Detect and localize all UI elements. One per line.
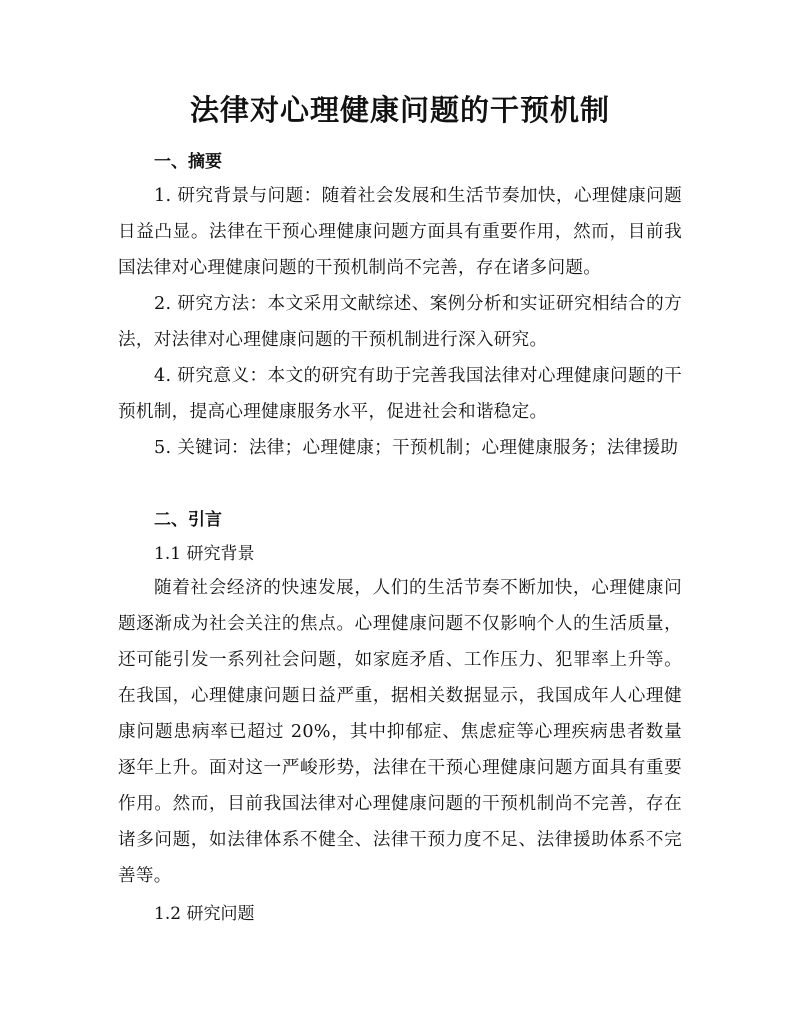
section-1-1-title: 1.1 研究背景 (154, 544, 255, 564)
intro-heading: 二、引言 (154, 510, 222, 530)
section-1-1-body: 随着社会经济的快速发展，人们的生活节奏不断加快，心理健康问题逐渐成为社会关注的焦点。心理健康问题不仅影响个人的生活质量，还可能引发一系列社会问题，如家庭矛盾、工作压力、犯罪率上升等。在我国，心理健康问题日益严重，据相关数据显示，我国成年人心理健康问题患病率已超过 20%，其中抑郁症、焦虑症等心理疾病患者数量逐年上升。面对这一严峻形势，法律在干预心理健康问题方面具有重要作用。然而，目前我国法律对心理健康问题的干预机制尚不完善，存在诸多问题，如法律体系不健全、法律干预力度不足、法律援助体系不完善等。 (118, 578, 682, 886)
abstract-item-background: 1. 研究背景与问题：随着社会发展和生活节奏加快，心理健康问题日益凸显。法律在干预心理健康问题方面具有重要作用，然而，目前我国法律对心理健康问题的干预机制尚不完善，存在诸多问题。 (118, 186, 682, 278)
abstract-item-keywords: 5. 关键词：法律；心理健康；干预机制；心理健康服务；法律援助 (154, 438, 679, 458)
abstract-item-significance: 4. 研究意义：本文的研究有助于完善我国法律对心理健康问题的干预机制，提高心理健康服务水平，促进社会和谐稳定。 (118, 366, 682, 422)
document-title: 法律对心理健康问题的干预机制 (189, 93, 610, 127)
abstract-heading: 一、摘要 (154, 152, 222, 172)
section-1-2-title: 1.2 研究问题 (154, 904, 255, 924)
abstract-item-method: 2. 研究方法：本文采用文献综述、案例分析和实证研究相结合的方法，对法律对心理健康问题的干预机制进行深入研究。 (118, 294, 682, 350)
